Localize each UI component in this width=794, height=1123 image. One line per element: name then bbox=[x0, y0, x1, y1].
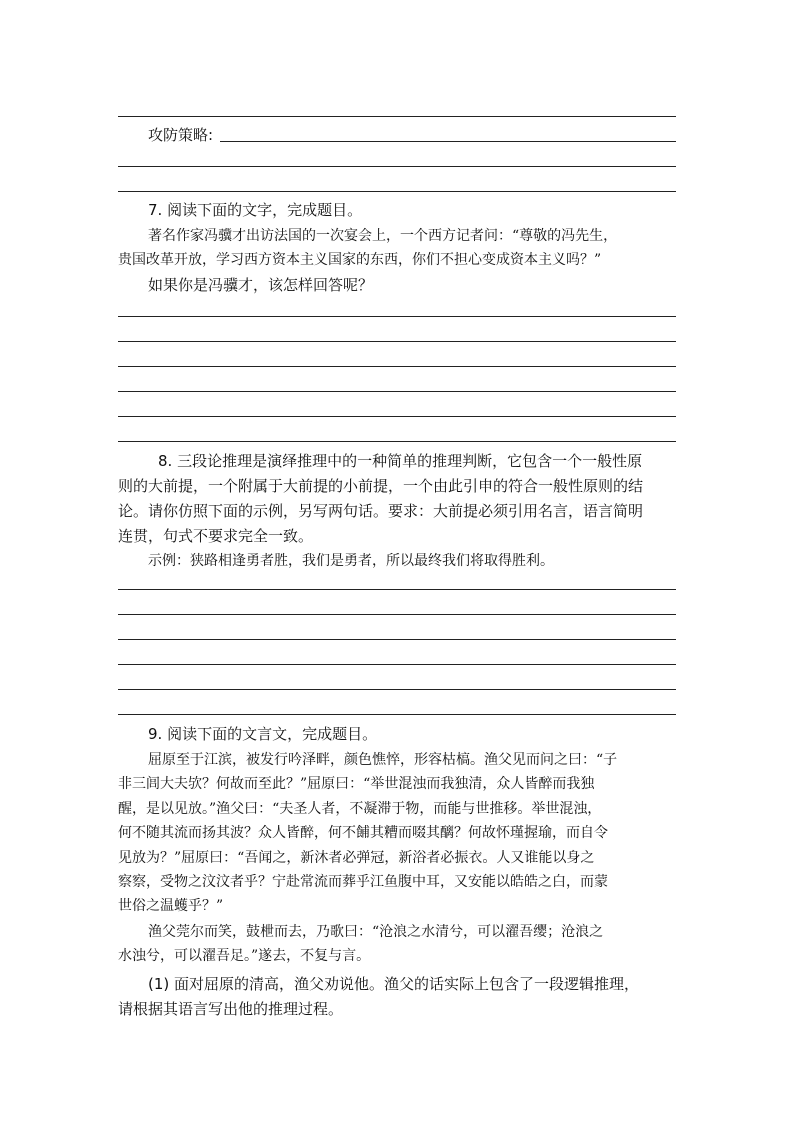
q9-sub1-line: 请根据其语言写出他的推理过程。 bbox=[118, 1000, 344, 1018]
q7-title: 7. 阅读下面的文字，完成题目。 bbox=[148, 201, 363, 219]
answer-line[interactable] bbox=[118, 664, 676, 665]
q7-passage-line: 著名作家冯骥才出访法国的一次宴会上，一个西方记者问：“尊敬的冯先生， bbox=[148, 228, 618, 244]
strategy-answer-line[interactable] bbox=[220, 141, 676, 142]
q8-title-line: 则的大前提，一个附属于大前提的小前提，一个由此引申的符合一般性原则的结 bbox=[118, 477, 644, 495]
answer-line[interactable] bbox=[118, 589, 676, 590]
q9-passage-line: 渔父莞尔而笑，鼓枻而去，乃歌曰：“沧浪之水清兮，可以濯吾缨；沧浪之 bbox=[148, 924, 604, 940]
answer-line[interactable] bbox=[118, 416, 676, 417]
q9-passage-line: 见放为？”屈原曰：“吾闻之，新沐者必弹冠，新浴者必振衣。人又谁能以身之 bbox=[118, 850, 595, 866]
answer-line[interactable] bbox=[118, 191, 676, 192]
answer-line[interactable] bbox=[118, 366, 676, 367]
answer-line[interactable] bbox=[118, 714, 676, 715]
answer-line[interactable] bbox=[118, 391, 676, 392]
answer-line[interactable] bbox=[118, 689, 676, 690]
answer-line[interactable] bbox=[118, 639, 676, 640]
answer-line[interactable] bbox=[118, 614, 676, 615]
q7-passage-line: 贵国改革开放，学习西方资本主义国家的东西，你们不担心变成资本主义吗？” bbox=[118, 252, 602, 268]
q9-title: 9. 阅读下面的文言文，完成题目。 bbox=[148, 725, 378, 743]
answer-line[interactable] bbox=[118, 341, 676, 342]
q9-passage-line: 何不随其流而扬其波？众人皆醉，何不餔其糟而啜其醨？何故怀瑾握瑜，而自令 bbox=[118, 825, 608, 841]
q9-passage-line: 水浊兮，可以濯吾足。”遂去，不复与言。 bbox=[118, 948, 371, 964]
q9-passage-line: 非三闾大夫欤？何故而至此？”屈原曰：“举世混浊而我独清，众人皆醉而我独 bbox=[118, 776, 595, 792]
answer-line[interactable] bbox=[118, 441, 676, 442]
q9-passage-line: 醒，是以见放。”渔父曰：“夫圣人者，不凝滞于物，而能与世推移。举世混浊， bbox=[118, 801, 602, 817]
q8-title-line: 连贯，句式不要求完全一致。 bbox=[118, 527, 314, 545]
q9-passage-line: 屈原至于江滨，被发行吟泽畔，颜色憔悴，形容枯槁。渔父见而问之曰：“子 bbox=[148, 752, 618, 768]
q8-title-line: 论。请你仿照下面的示例，另写两句话。要求：大前提必须引用名言，语言简明 bbox=[118, 502, 644, 520]
q7-question: 如果你是冯骥才，该怎样回答呢？ bbox=[148, 276, 374, 294]
q8-example: 示例：狭路相逢勇者胜，我们是勇者，所以最终我们将取得胜利。 bbox=[148, 553, 554, 569]
answer-line[interactable] bbox=[118, 166, 676, 167]
q9-passage-line: 察察，受物之汶汶者乎？宁赴常流而葬乎江鱼腹中耳，又安能以皓皓之白，而蒙 bbox=[118, 874, 608, 890]
q9-passage-line: 世俗之温蠖乎？” bbox=[118, 898, 224, 914]
q8-title-line: 8. 三段论推理是演绎推理中的一种简单的推理判断，它包含一个一般性原 bbox=[158, 452, 643, 470]
answer-line[interactable] bbox=[118, 116, 676, 117]
answer-line[interactable] bbox=[118, 316, 676, 317]
q9-sub1-line: (1) 面对屈原的清高，渔父劝说他。渔父的话实际上包含了一段逻辑推理， bbox=[148, 975, 640, 993]
strategy-label: 攻防策略: bbox=[148, 126, 214, 144]
